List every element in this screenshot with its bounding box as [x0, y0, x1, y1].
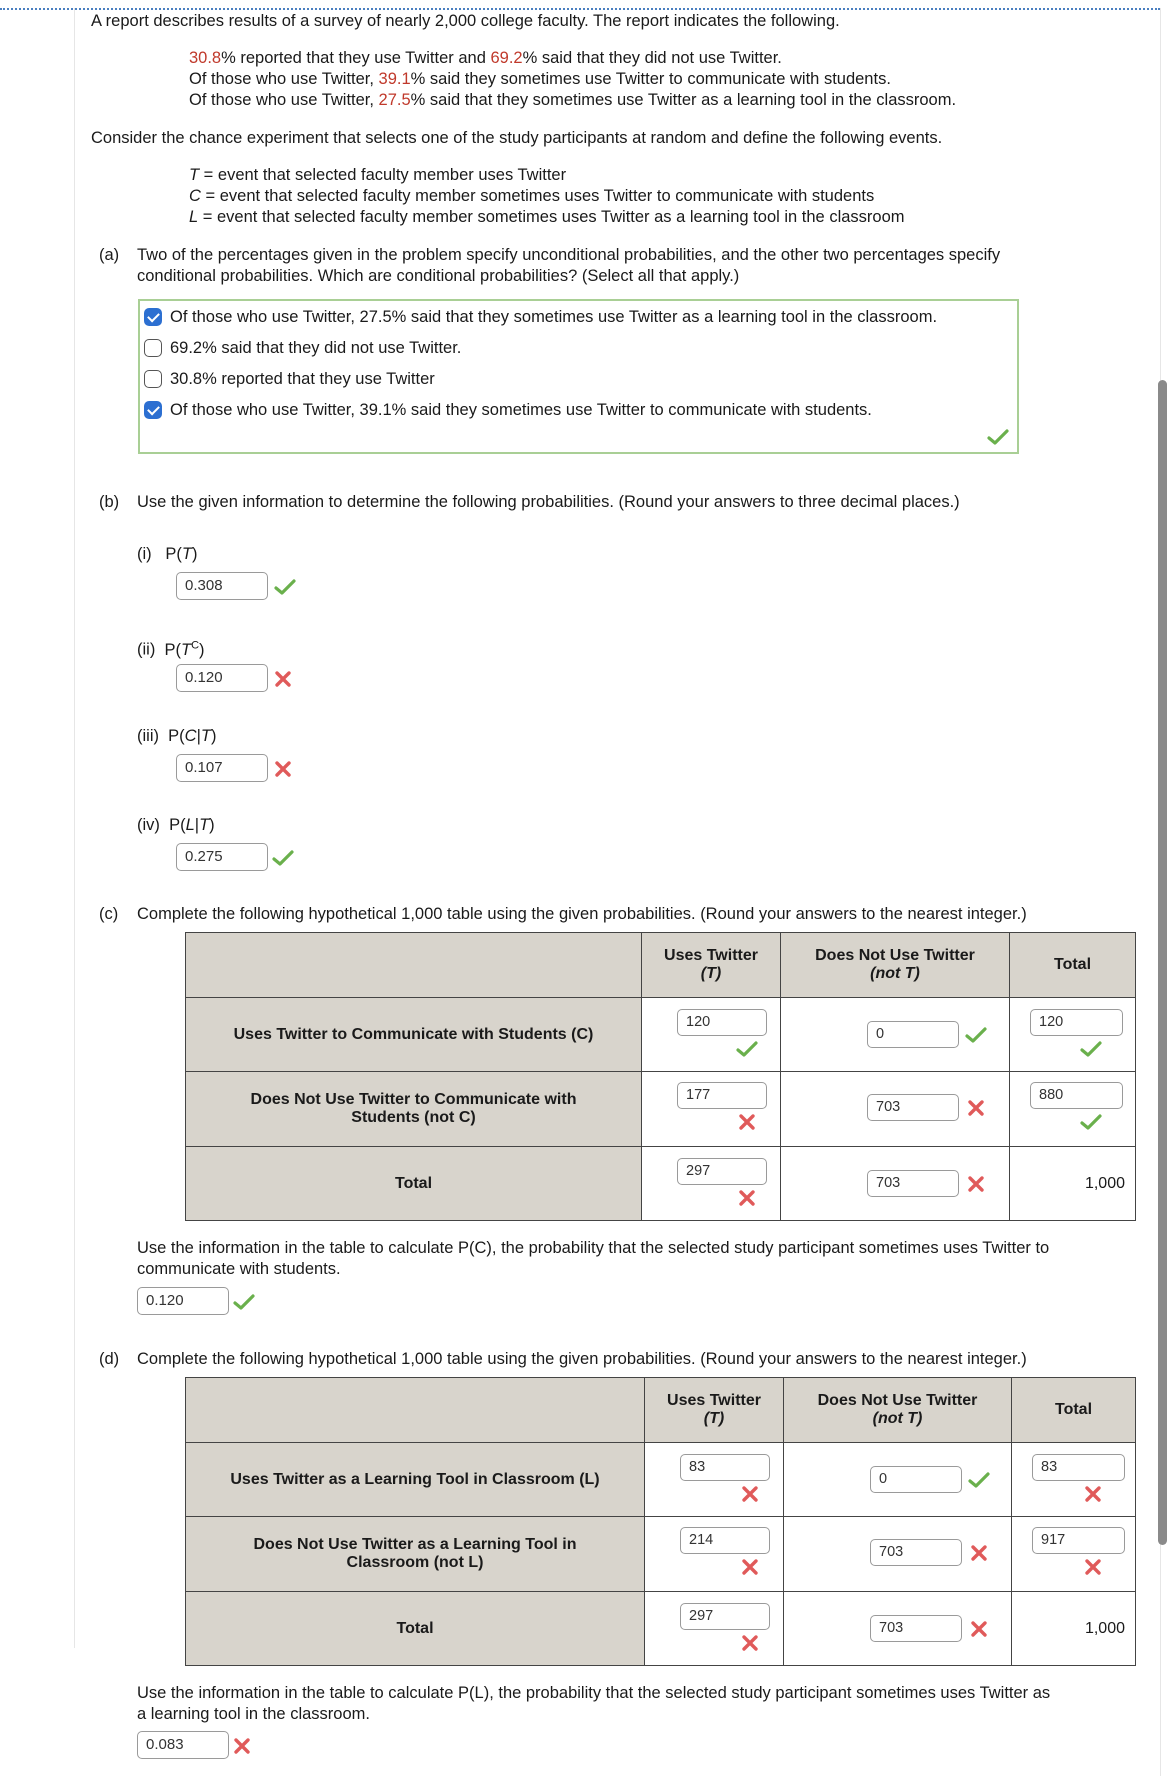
row-not-communicate: Does Not Use Twitter to Communicate with Students (not C) — [186, 1072, 642, 1147]
wrong-x-icon — [968, 1620, 990, 1638]
option-39-1-conditional[interactable] — [144, 398, 872, 422]
frame-left-border — [74, 8, 75, 1648]
option-label: 69.2% said that they did not use Twitter. — [170, 338, 462, 357]
option-30-8[interactable] — [144, 367, 435, 391]
part-b-text: Use the given information to determine the following probabilities. (Round your answers to three decimal places.) — [137, 493, 960, 511]
wrong-x-icon — [739, 1558, 761, 1576]
row-total: Total — [186, 1592, 645, 1666]
d-cell-total-l-input[interactable]: 83 — [1032, 1454, 1125, 1481]
part-a-line-2: conditional probabilities. Which are conditional probabilities? (Select all that apply.) — [137, 267, 740, 285]
fact-line-3: Of those who use Twitter, 27.5% said that they sometimes use Twitter as a learning tool in the classroom. — [189, 91, 957, 109]
option-27-5-conditional[interactable] — [144, 305, 937, 329]
correct-check-icon — [233, 1293, 255, 1311]
fact-line-1: 30.8% reported that they use Twitter and 69.2% said that they did not use Twitter. — [189, 49, 782, 67]
part-b-iii-label: (iii) P(C|T) — [137, 727, 217, 745]
row-total: Total — [186, 1147, 642, 1221]
p-t-complement-answer-input[interactable]: 0.120 — [176, 664, 268, 692]
table-corner — [186, 933, 642, 998]
part-d-question-1: Use the information in the table to calculate P(L), the probability that the selected study participant sometimes uses Twitter as — [137, 1684, 1051, 1702]
row-uses-communicate: Uses Twitter to Communicate with Students (C) — [186, 998, 642, 1072]
part-b-label: (b) — [99, 493, 120, 511]
correct-check-icon — [274, 578, 296, 596]
p-c-answer-input[interactable]: 0.120 — [137, 1287, 229, 1315]
frame-top-border — [0, 8, 1160, 10]
correct-check-icon — [736, 1040, 758, 1058]
wrong-x-icon — [736, 1113, 758, 1131]
part-a-label: (a) — [99, 246, 120, 264]
event-c: C = event that selected faculty member sometimes uses Twitter to communicate with students — [189, 187, 875, 205]
option-69-2[interactable] — [144, 336, 461, 360]
d-cell-t-notl-input[interactable]: 214 — [680, 1527, 770, 1554]
wrong-x-icon — [1082, 1485, 1104, 1503]
correct-check-icon — [272, 849, 294, 867]
wrong-x-icon — [736, 1189, 758, 1207]
wrong-x-icon — [739, 1634, 761, 1652]
c-cell-total-c-input[interactable]: 120 — [1030, 1009, 1123, 1036]
d-cell-nott-l-input[interactable]: 0 — [870, 1466, 962, 1493]
part-d-table — [185, 1377, 1136, 1666]
part-d-label: (d) — [99, 1350, 120, 1368]
scrollbar-thumb[interactable] — [1158, 380, 1167, 1545]
part-c-table — [185, 932, 1136, 1221]
checkbox-checked-icon[interactable] — [144, 401, 162, 419]
d-cell-t-total-input[interactable]: 297 — [680, 1603, 770, 1630]
p-t-answer-input[interactable]: 0.308 — [176, 572, 268, 600]
part-c-question-2: communicate with students. — [137, 1260, 341, 1278]
d-cell-total-notl-input[interactable]: 917 — [1032, 1527, 1125, 1554]
part-c-label: (c) — [99, 905, 119, 923]
wrong-x-icon — [965, 1099, 987, 1117]
c-cell-nott-total-input[interactable]: 703 — [867, 1170, 959, 1197]
checkbox-unchecked-icon[interactable] — [144, 370, 162, 388]
table-corner — [186, 1378, 645, 1443]
d-cell-t-l-input[interactable]: 83 — [680, 1454, 770, 1481]
c-cell-t-notc-input[interactable]: 177 — [677, 1082, 767, 1109]
col-uses-twitter: Uses Twitter (T) — [642, 933, 781, 998]
wrong-x-icon — [739, 1485, 761, 1503]
part-b-i-label: (i) P(T) — [137, 545, 198, 563]
correct-check-icon — [1080, 1113, 1102, 1131]
part-a-answer-box — [138, 299, 1019, 454]
option-label: Of those who use Twitter, 27.5% said that they sometimes use Twitter as a learning tool in the classroom. — [170, 307, 938, 326]
p-l-answer-input[interactable]: 0.083 — [137, 1731, 229, 1759]
event-t: T = event that selected faculty member uses Twitter — [189, 166, 567, 184]
d-cell-nott-total-input[interactable]: 703 — [870, 1615, 962, 1642]
col-total: Total — [1010, 933, 1136, 998]
wrong-x-icon — [231, 1737, 253, 1755]
part-b-iv-label: (iv) P(L|T) — [137, 816, 215, 834]
part-a-line-1: Two of the percentages given in the problem specify unconditional probabilities, and the other two percentages specify — [137, 246, 1001, 264]
wrong-x-icon — [1082, 1558, 1104, 1576]
consider-text: Consider the chance experiment that selects one of the study participants at random and define the following events. — [91, 129, 943, 147]
wrong-x-icon — [965, 1175, 987, 1193]
part-c-question-1: Use the information in the table to calculate P(C), the probability that the selected study participant sometimes uses Twitter to — [137, 1239, 1050, 1257]
col-not-uses-twitter: Does Not Use Twitter (not T) — [781, 933, 1010, 998]
part-b-ii-label: (ii) $P(T^C)$ — [137, 639, 205, 659]
row-not-learning: Does Not Use Twitter as a Learning Tool in Classroom (not L) — [186, 1517, 645, 1592]
c-grand-total: 1,000 — [1010, 1147, 1136, 1221]
wrong-x-icon — [968, 1544, 990, 1562]
row-uses-learning: Uses Twitter as a Learning Tool in Classroom (L) — [186, 1443, 645, 1517]
checkbox-unchecked-icon[interactable] — [144, 339, 162, 357]
correct-check-icon — [965, 1026, 987, 1044]
correct-check-icon — [968, 1471, 990, 1489]
c-cell-t-total-input[interactable]: 297 — [677, 1158, 767, 1185]
c-cell-total-notc-input[interactable]: 880 — [1030, 1082, 1123, 1109]
checkbox-checked-icon[interactable] — [144, 308, 162, 326]
c-cell-nott-notc-input[interactable]: 703 — [867, 1094, 959, 1121]
option-label: Of those who use Twitter, 39.1% said they sometimes use Twitter to communicate with students. — [170, 400, 872, 419]
d-cell-nott-notl-input[interactable]: 703 — [870, 1539, 962, 1566]
col-uses-twitter: Uses Twitter (T) — [645, 1378, 784, 1443]
part-d-question-2: a learning tool in the classroom. — [137, 1705, 370, 1723]
d-grand-total: 1,000 — [1012, 1592, 1136, 1666]
p-c-given-t-answer-input[interactable]: 0.107 — [176, 754, 268, 782]
event-l: L = event that selected faculty member sometimes uses Twitter as a learning tool in the classroom — [189, 208, 905, 226]
c-cell-nott-c-input[interactable]: 0 — [867, 1021, 959, 1048]
fact-line-2: Of those who use Twitter, 39.1% said they sometimes use Twitter to communicate with students. — [189, 70, 891, 88]
correct-check-icon — [987, 428, 1009, 446]
correct-check-icon — [1080, 1040, 1102, 1058]
c-cell-t-c-input[interactable]: 120 — [677, 1009, 767, 1036]
intro-text: A report describes results of a survey of nearly 2,000 college faculty. The report indicates the following. — [91, 12, 840, 30]
wrong-x-icon — [272, 670, 294, 688]
part-d-text: Complete the following hypothetical 1,000 table using the given probabilities. (Round your answers to the nearest integer.) — [137, 1350, 1027, 1368]
col-not-uses-twitter: Does Not Use Twitter (not T) — [784, 1378, 1012, 1443]
col-total: Total — [1012, 1378, 1136, 1443]
wrong-x-icon — [272, 760, 294, 778]
part-c-text: Complete the following hypothetical 1,000 table using the given probabilities. (Round your answers to the nearest integer.) — [137, 905, 1027, 923]
option-label: 30.8% reported that they use Twitter — [170, 369, 435, 388]
p-l-given-t-answer-input[interactable]: 0.275 — [176, 843, 268, 871]
